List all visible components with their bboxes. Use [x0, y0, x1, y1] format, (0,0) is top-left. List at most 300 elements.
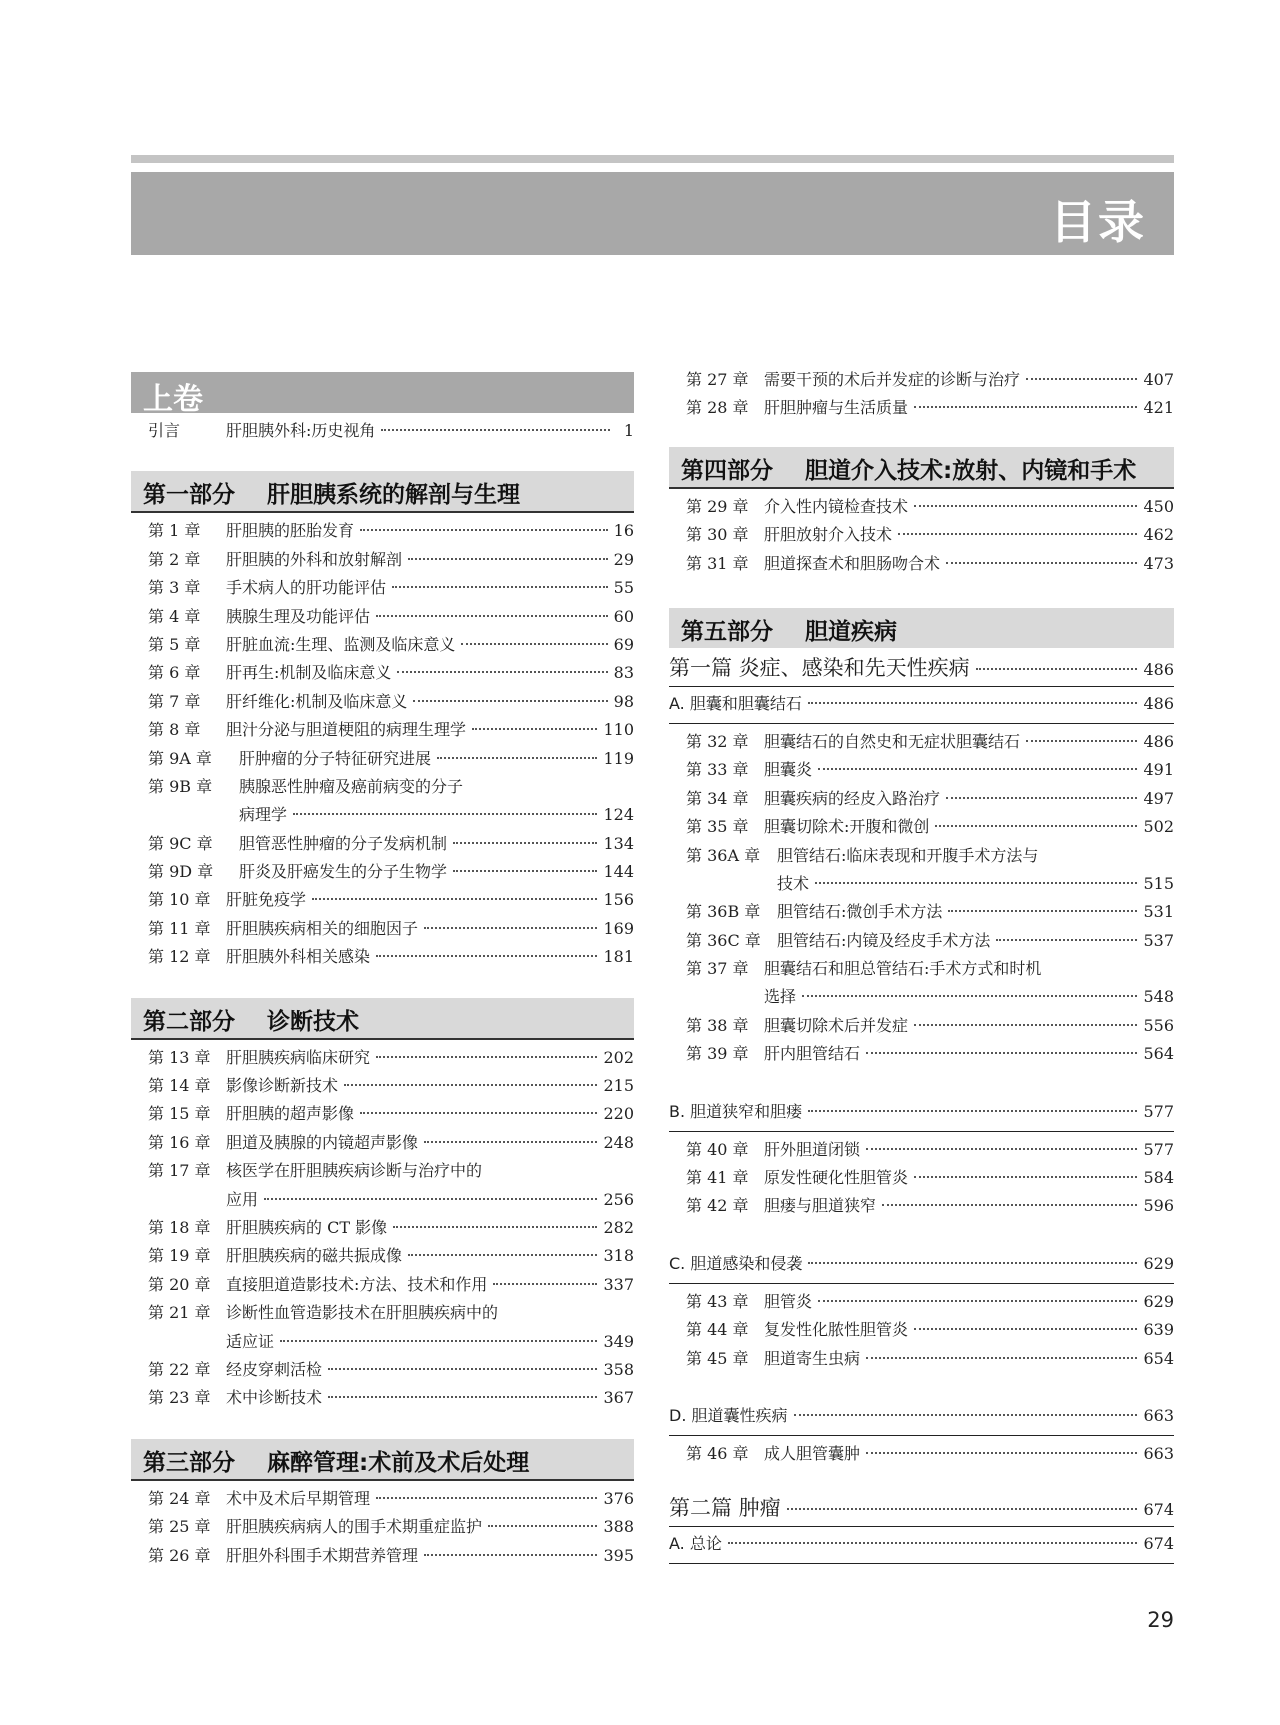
- dot-leader: [280, 1340, 597, 1342]
- toc-entry[interactable]: [669, 785, 1174, 813]
- toc-entry[interactable]: [131, 1299, 634, 1327]
- page-number: 282: [603, 1217, 634, 1237]
- header-rule: [131, 155, 1174, 163]
- intro-list: [131, 413, 634, 445]
- chapter-title: 胆囊结石和胆总管结石:手术方式和时机: [764, 959, 1042, 979]
- toc-entry[interactable]: [669, 728, 1174, 756]
- chapter-title: 胆管恶性肿瘤的分子发病机制: [239, 833, 448, 853]
- chapter-label: 第 13 章: [148, 1047, 211, 1067]
- toc-entry[interactable]: [131, 574, 634, 602]
- chapter-title: 经皮穿刺活检: [226, 1359, 323, 1379]
- section-title: C. 胆道感染和侵袭: [669, 1253, 803, 1273]
- toc-entry[interactable]: [131, 943, 634, 971]
- chapter-title: 胆管炎: [764, 1291, 813, 1311]
- toc-entry[interactable]: [669, 1136, 1174, 1164]
- page-number: 181: [603, 947, 634, 967]
- chapter-label: 第 2 章: [148, 549, 201, 569]
- toc-entry[interactable]: [131, 745, 634, 773]
- chapter-label: 第 14 章: [148, 1076, 211, 1096]
- chapter-label: 第 3 章: [148, 578, 201, 598]
- page-number: 548: [1143, 987, 1174, 1007]
- page-number: 564: [1143, 1044, 1174, 1064]
- dot-leader: [344, 1084, 597, 1086]
- page-number: 629: [1143, 1253, 1174, 1273]
- dot-leader: [328, 1368, 597, 1370]
- dot-leader: [818, 768, 1137, 770]
- toc-entry[interactable]: [131, 1242, 634, 1270]
- page-number: 29: [613, 549, 634, 569]
- toc-list: [669, 1436, 1174, 1468]
- chapter-label: 第 12 章: [148, 947, 211, 967]
- chapter-title: 肝胆胰的超声影像: [226, 1104, 355, 1124]
- chapter-title: 肝胆胰疾病的 CT 影像: [226, 1217, 388, 1237]
- page-number: 556: [1143, 1015, 1174, 1035]
- toc-entry[interactable]: [669, 1345, 1174, 1373]
- chapter-label: 第 8 章: [148, 720, 201, 740]
- toc-entry[interactable]: [669, 1192, 1174, 1220]
- dot-leader: [914, 406, 1137, 408]
- dot-leader: [493, 1283, 597, 1285]
- page-number: 639: [1143, 1320, 1174, 1340]
- chapter-label: 第 16 章: [148, 1132, 211, 1152]
- toc-entry[interactable]: [669, 1440, 1174, 1468]
- dot-leader: [898, 533, 1137, 535]
- chapter-title: 核医学在肝胆胰疾病诊断与治疗中的: [226, 1161, 483, 1181]
- dot-leader: [408, 1254, 597, 1256]
- page-number: 596: [1143, 1196, 1174, 1216]
- chapter-title: 胆囊切除术:开腹和微创: [764, 817, 930, 837]
- page-number: 577: [1143, 1101, 1174, 1121]
- chapter-label: 第 28 章: [686, 398, 749, 418]
- chapter-title: 选择: [764, 987, 797, 1007]
- page-number: 584: [1143, 1168, 1174, 1188]
- page-number: 358: [603, 1359, 634, 1379]
- page-number: 663: [1143, 1405, 1174, 1425]
- section-title: D. 胆道囊性疾病: [669, 1405, 788, 1425]
- toc-entry[interactable]: [131, 659, 634, 687]
- chapter-title: 术中及术后早期管理: [226, 1488, 371, 1508]
- part-title: 第二部分 诊断技术: [143, 1008, 360, 1035]
- part-header: [131, 998, 634, 1040]
- chapter-title: 需要干预的术后并发症的诊断与治疗: [764, 370, 1021, 389]
- dot-leader: [328, 1396, 597, 1398]
- section-heading[interactable]: [669, 691, 1174, 724]
- dot-leader: [787, 1508, 1138, 1510]
- chapter-title: 肝胆胰的外科和放射解剖: [226, 549, 403, 569]
- toc-entry[interactable]: [131, 1356, 634, 1384]
- chapter-title: 术中诊断技术: [226, 1388, 323, 1408]
- dot-leader: [866, 1452, 1137, 1454]
- page-number: 537: [1143, 930, 1174, 950]
- toc-entry[interactable]: [131, 915, 634, 943]
- chapter-label: 引言: [148, 421, 181, 440]
- chapter-label: 第 38 章: [686, 1015, 749, 1035]
- chapter-title: 胆囊结石的自然史和无症状胆囊结石: [764, 731, 1021, 751]
- chapter-title: 胰腺恶性肿瘤及癌前病变的分子: [239, 776, 464, 796]
- chapter-title: 肝胆胰外科相关感染: [226, 947, 371, 967]
- dot-leader: [393, 1226, 597, 1228]
- chapter-title: 胰腺生理及功能评估: [226, 606, 371, 626]
- page-number: 491: [1143, 760, 1174, 780]
- section-heading[interactable]: [669, 1099, 1174, 1132]
- chapter-label: 第 10 章: [148, 890, 211, 910]
- chapter-label: 第 15 章: [148, 1104, 211, 1124]
- dot-leader: [381, 429, 610, 431]
- dot-leader: [996, 939, 1137, 941]
- toc-list: [131, 1040, 634, 1413]
- page-number: 134: [603, 833, 634, 853]
- toc-entry[interactable]: [669, 1316, 1174, 1344]
- toc-entry[interactable]: [131, 886, 634, 914]
- toc-entry[interactable]: [669, 898, 1174, 926]
- chapter-title: 胆管结石:临床表现和开腹手术方法与: [777, 845, 1039, 865]
- dot-leader: [802, 995, 1137, 997]
- section-heading[interactable]: [669, 1251, 1174, 1284]
- pian-heading[interactable]: [669, 652, 1174, 687]
- page-number: 421: [1143, 398, 1174, 418]
- page-number: 407: [1143, 370, 1174, 389]
- chapter-label: 第 7 章: [148, 691, 201, 711]
- page-number: 318: [603, 1246, 634, 1266]
- dot-leader: [1026, 740, 1137, 742]
- dot-leader: [794, 1414, 1138, 1416]
- dot-leader: [461, 643, 607, 645]
- chapter-title: 肝胆放射介入技术: [764, 525, 893, 545]
- section-title: A. 胆囊和胆囊结石: [669, 693, 802, 713]
- chapter-title: 胆瘘与胆道狭窄: [764, 1196, 877, 1216]
- dot-leader: [453, 870, 597, 872]
- chapter-label: 第 41 章: [686, 1168, 749, 1188]
- chapter-title: 胆道及胰腺的内镜超声影像: [226, 1132, 419, 1152]
- toc-entry[interactable]: [131, 1214, 634, 1242]
- chapter-label: 第 37 章: [686, 959, 749, 979]
- chapter-title: 胆囊疾病的经皮入路治疗: [764, 788, 941, 808]
- chapter-label: 第 4 章: [148, 606, 201, 626]
- dot-leader: [453, 842, 597, 844]
- right-column: [669, 366, 1174, 1564]
- chapter-title: 应用: [226, 1189, 259, 1209]
- dot-leader: [376, 1497, 597, 1499]
- chapter-title: 胆道探查术和胆肠吻合术: [764, 553, 941, 573]
- chapter-label: 第 26 章: [148, 1545, 211, 1565]
- dot-leader: [408, 558, 608, 560]
- page-number: 256: [603, 1189, 634, 1209]
- chapter-label: 第 9A 章: [148, 748, 212, 768]
- chapter-title: 肝再生:机制及临床意义: [226, 663, 392, 683]
- chapter-title: 介入性内镜检查技术: [764, 496, 909, 516]
- page-number: 16: [613, 521, 634, 541]
- chapter-label: 第 21 章: [148, 1303, 211, 1323]
- part-header: [669, 447, 1174, 489]
- chapter-title: 肝胆胰外科:历史视角: [226, 421, 376, 440]
- part-title: 第一部分 肝胆胰系统的解剖与生理: [143, 482, 521, 509]
- chapter-title: 肝炎及肝癌发生的分子生物学: [239, 862, 448, 882]
- toc-entry[interactable]: [669, 756, 1174, 784]
- page-number: 98: [613, 691, 634, 711]
- toc-entry[interactable]: [131, 1542, 634, 1570]
- toc-entry[interactable]: [131, 546, 634, 574]
- page-number: 69: [613, 634, 634, 654]
- chapter-title: 手术病人的肝功能评估: [226, 578, 387, 598]
- chapter-title: 影像诊断新技术: [226, 1076, 339, 1096]
- dot-leader: [312, 898, 597, 900]
- chapter-label: 第 32 章: [686, 731, 749, 751]
- chapter-label: 第 17 章: [148, 1161, 211, 1181]
- chapter-title: 肝内胆管结石: [764, 1044, 861, 1064]
- toc-list: [669, 489, 1174, 578]
- toc-entry[interactable]: [131, 1384, 634, 1412]
- part-header: [131, 1439, 634, 1481]
- chapter-label: 第 46 章: [686, 1443, 749, 1463]
- toc-entry[interactable]: [131, 1186, 634, 1214]
- chapter-title: 胆囊炎: [764, 760, 813, 780]
- part-header: [669, 608, 1174, 648]
- chapter-label: 第 36C 章: [686, 930, 761, 950]
- title-band: [131, 172, 1174, 255]
- part-title: 第三部分 麻醉管理:术前及术后处理: [143, 1449, 530, 1476]
- toc-entry[interactable]: [131, 1044, 634, 1072]
- dot-leader: [437, 757, 597, 759]
- page-number: 674: [1143, 1534, 1174, 1554]
- toc-entry[interactable]: [669, 1012, 1174, 1040]
- toc-entry[interactable]: [669, 813, 1174, 841]
- chapter-label: 第 43 章: [686, 1291, 749, 1311]
- page-number: 55: [613, 578, 634, 598]
- dot-leader: [866, 1148, 1137, 1150]
- pian-heading[interactable]: [669, 1492, 1174, 1527]
- chapter-label: 第 18 章: [148, 1217, 211, 1237]
- page-number: 367: [603, 1388, 634, 1408]
- chapter-title: 肝胆肿瘤与生活质量: [764, 398, 909, 418]
- pian-title: 第二篇 肿瘤: [669, 1496, 781, 1521]
- page-number: 83: [613, 663, 634, 683]
- page-number: 450: [1143, 496, 1174, 516]
- page-number: 629: [1143, 1291, 1174, 1311]
- chapter-title: 肝脏免疫学: [226, 890, 307, 910]
- dot-leader: [424, 1554, 597, 1556]
- chapter-label: 第 39 章: [686, 1044, 749, 1064]
- chapter-title: 诊断性血管造影技术在肝胆胰疾病中的: [226, 1303, 499, 1323]
- page-number: 215: [603, 1076, 634, 1096]
- page-number: 674: [1143, 1500, 1174, 1520]
- chapter-label: 第 22 章: [148, 1359, 211, 1379]
- page-number: 1: [623, 421, 634, 440]
- dot-leader: [424, 1141, 597, 1143]
- chapter-label: 第 33 章: [686, 760, 749, 780]
- section-heading[interactable]: [669, 1531, 1174, 1564]
- page-number: 60: [613, 606, 634, 626]
- toc-entry[interactable]: [669, 366, 1174, 394]
- page-number: 124: [603, 805, 634, 825]
- toc-entry[interactable]: [669, 955, 1174, 983]
- chapter-title: 病理学: [239, 805, 288, 825]
- chapter-title: 肝胆外科围手术期营养管理: [226, 1545, 419, 1565]
- part-title: 第四部分 胆道介入技术:放射、内镜和手术: [681, 457, 1137, 484]
- toc-entry[interactable]: [131, 1513, 634, 1541]
- chapter-label: 第 20 章: [148, 1274, 211, 1294]
- chapter-label: 第 30 章: [686, 525, 749, 545]
- dot-leader: [815, 882, 1137, 884]
- page-number: 663: [1143, 1443, 1174, 1463]
- chapter-label: 第 6 章: [148, 663, 201, 683]
- chapter-title: 肝胆胰疾病相关的细胞因子: [226, 918, 419, 938]
- page-number: 473: [1143, 553, 1174, 573]
- page-number: 515: [1143, 873, 1174, 893]
- chapter-label: 第 44 章: [686, 1320, 749, 1340]
- dot-leader: [376, 615, 608, 617]
- section-heading[interactable]: [669, 1403, 1174, 1436]
- pian-title: 第一篇 炎症、感染和先天性疾病: [669, 655, 970, 680]
- chapter-title: 肝肿瘤的分子特征研究进展: [239, 748, 432, 768]
- toc-entry[interactable]: [669, 1164, 1174, 1192]
- dot-leader: [948, 910, 1137, 912]
- toc-entry[interactable]: [669, 1040, 1174, 1068]
- page-number: 486: [1143, 693, 1174, 713]
- dot-leader: [1026, 378, 1137, 380]
- chapter-label: 第 40 章: [686, 1139, 749, 1159]
- chapter-title: 肝外胆道闭锁: [764, 1139, 861, 1159]
- toc-entry[interactable]: [131, 773, 634, 801]
- dot-leader: [808, 1262, 1137, 1264]
- toc-entry[interactable]: [669, 870, 1174, 898]
- chapter-label: 第 29 章: [686, 496, 749, 516]
- chapter-title: 肝胆胰的胚胎发育: [226, 521, 355, 541]
- toc-entry[interactable]: [669, 493, 1174, 521]
- page-number: 144: [603, 862, 634, 882]
- chapter-label: 第 9D 章: [148, 862, 214, 882]
- toc-entry[interactable]: [131, 830, 634, 858]
- chapter-title: 适应证: [226, 1331, 275, 1351]
- chapter-title: 原发性硬化性胆管炎: [764, 1168, 909, 1188]
- toc-entry[interactable]: [131, 688, 634, 716]
- toc-entry[interactable]: [131, 1129, 634, 1157]
- dot-leader: [866, 1357, 1137, 1359]
- chapter-label: 第 9C 章: [148, 833, 213, 853]
- toc-entry[interactable]: [669, 983, 1174, 1011]
- chapter-title: 肝胆胰疾病病人的围手术期重症监护: [226, 1517, 483, 1537]
- dot-leader: [976, 668, 1138, 670]
- page-number: 110: [603, 720, 634, 740]
- toc-list: [669, 724, 1174, 1069]
- toc-entry[interactable]: [131, 631, 634, 659]
- dot-leader: [392, 586, 608, 588]
- toc-entry[interactable]: [669, 394, 1174, 422]
- left-column: [131, 372, 634, 1570]
- chapter-title: 胆管结石:内镜及经皮手术方法: [777, 930, 991, 950]
- chapter-label: 第 34 章: [686, 788, 749, 808]
- dot-leader: [264, 1198, 597, 1200]
- toc-entry[interactable]: [131, 1100, 634, 1128]
- page-number: 202: [603, 1047, 634, 1067]
- toc-entry[interactable]: [131, 801, 634, 829]
- toc-entry[interactable]: [669, 521, 1174, 549]
- toc-entry[interactable]: [131, 517, 634, 545]
- toc-entry[interactable]: [131, 417, 634, 445]
- dot-leader: [914, 1024, 1137, 1026]
- chapter-title: 胆道寄生虫病: [764, 1348, 861, 1368]
- page-number: 486: [1143, 659, 1174, 679]
- page-number: 531: [1143, 902, 1174, 922]
- chapter-label: 第 27 章: [686, 370, 749, 389]
- toc-entry[interactable]: [131, 858, 634, 886]
- dot-leader: [293, 813, 597, 815]
- dot-leader: [946, 562, 1137, 564]
- page-number: 577: [1143, 1139, 1174, 1159]
- chapter-title: 肝脏血流:生理、监测及临床意义: [226, 634, 456, 654]
- dot-leader: [413, 700, 607, 702]
- section-title: A. 总论: [669, 1534, 722, 1554]
- chapter-label: 第 42 章: [686, 1196, 749, 1216]
- toc-list: [131, 1481, 634, 1570]
- page-number: 486: [1143, 731, 1174, 751]
- page-number: 462: [1143, 525, 1174, 545]
- toc-list: [669, 1132, 1174, 1221]
- chapter-title: 技术: [777, 873, 810, 893]
- toc-entry[interactable]: [131, 1157, 634, 1185]
- section-title: B. 胆道狭窄和胆瘘: [669, 1101, 803, 1121]
- dot-leader: [472, 728, 597, 730]
- chapter-label: 第 19 章: [148, 1246, 211, 1266]
- toc-entry[interactable]: [669, 550, 1174, 578]
- toc-entry[interactable]: [669, 1288, 1174, 1316]
- toc-entry[interactable]: [131, 1328, 634, 1356]
- toc-entry[interactable]: [669, 927, 1174, 955]
- page-number: 395: [603, 1545, 634, 1565]
- page-title: 目录: [1050, 195, 1146, 249]
- dot-leader: [946, 797, 1137, 799]
- dot-leader: [866, 1052, 1137, 1054]
- chapter-label: 第 45 章: [686, 1348, 749, 1368]
- chapter-label: 第 24 章: [148, 1488, 211, 1508]
- dot-leader: [818, 1300, 1137, 1302]
- chapter-label: 第 9B 章: [148, 776, 213, 796]
- toc-list: [669, 1284, 1174, 1373]
- chapter-title: 成人胆管囊肿: [764, 1443, 861, 1463]
- toc-entry[interactable]: [131, 603, 634, 631]
- dot-leader: [882, 1204, 1137, 1206]
- chapter-title: 胆汁分泌与胆道梗阻的病理生理学: [226, 720, 467, 740]
- dot-leader: [808, 702, 1138, 704]
- dot-leader: [424, 927, 597, 929]
- page-number: 376: [603, 1488, 634, 1508]
- chapter-title: 复发性化脓性胆管炎: [764, 1320, 909, 1340]
- dot-leader: [360, 529, 608, 531]
- part-title: 第五部分 胆道疾病: [681, 618, 898, 645]
- toc-list: [669, 366, 1174, 423]
- chapter-title: 胆管结石:微创手术方法: [777, 902, 943, 922]
- chapter-title: 肝胆胰疾病的磁共振成像: [226, 1246, 403, 1266]
- toc-entry[interactable]: [131, 1485, 634, 1513]
- chapter-label: 第 11 章: [148, 918, 211, 938]
- dot-leader: [808, 1110, 1137, 1112]
- page-number: 248: [603, 1132, 634, 1152]
- toc-entry[interactable]: [669, 842, 1174, 870]
- toc-entry[interactable]: [131, 716, 634, 744]
- page-number: 337: [603, 1274, 634, 1294]
- dot-leader: [376, 1056, 597, 1058]
- dot-leader: [488, 1525, 597, 1527]
- dot-leader: [360, 1112, 597, 1114]
- chapter-label: 第 1 章: [148, 521, 201, 541]
- page-number: 119: [603, 748, 634, 768]
- dot-leader: [914, 1176, 1137, 1178]
- dot-leader: [376, 955, 597, 957]
- toc-entry[interactable]: [131, 1271, 634, 1299]
- chapter-label: 第 36B 章: [686, 902, 761, 922]
- page-number: 220: [603, 1104, 634, 1124]
- toc-entry[interactable]: [131, 1072, 634, 1100]
- page-number: 502: [1143, 817, 1174, 837]
